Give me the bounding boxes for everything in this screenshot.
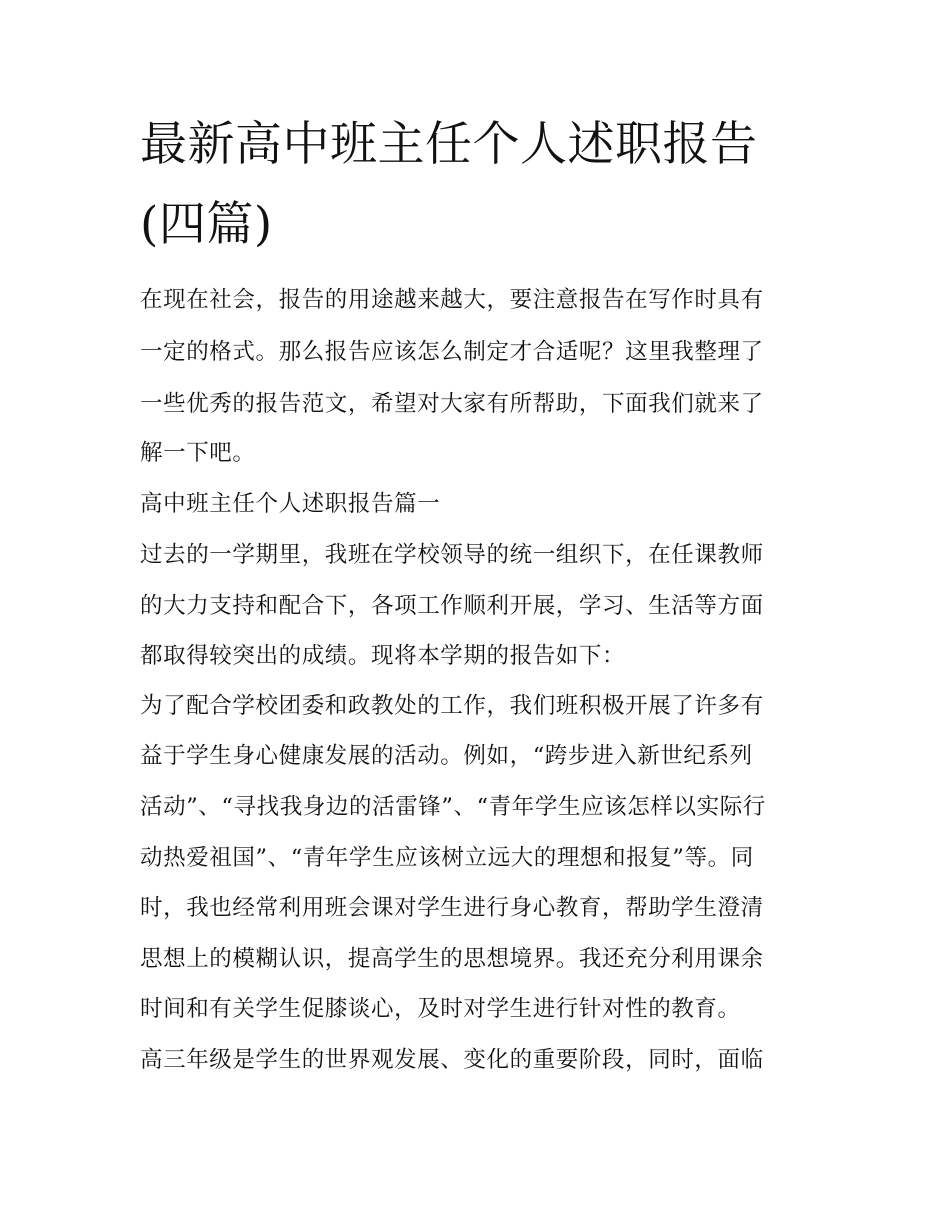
document-title-line-2: (四篇) — [140, 197, 273, 252]
paragraph2-line-7: 时间和有关学生促膝谈心，及时对学生进行针对性的教育。 — [140, 996, 741, 1022]
intro-line-1: 在现在社会，报告的用途越来越大，要注意报告在写作时具有 — [140, 287, 764, 313]
document-title-line-1: 最新高中班主任个人述职报告 — [140, 117, 758, 172]
paragraph1-line-3: 都取得较突出的成绩。现将本学期的报告如下： — [140, 643, 626, 669]
paragraph2-line-6: 思想上的模糊认识，提高学生的思想境界。我还充分利用课余 — [140, 946, 764, 972]
paragraph3-line-1: 高三年级是学生的世界观发展、变化的重要阶段，同时，面临 — [140, 1047, 764, 1073]
paragraph2-line-4: 动热爱祖国”、“青年学生应该树立远大的理想和报复”等。同 — [140, 845, 754, 871]
paragraph1-line-1: 过去的一学期里，我班在学校领导的统一组织下，在任课教师 — [140, 542, 764, 568]
intro-line-2: 一定的格式。那么报告应该怎么制定才合适呢？这里我整理了 — [140, 339, 764, 365]
paragraph2-line-5: 时，我也经常利用班会课对学生进行身心教育，帮助学生澄清 — [140, 895, 764, 921]
intro-line-4: 解一下吧。 — [140, 440, 256, 466]
section-heading: 高中班主任个人述职报告篇一 — [140, 491, 441, 517]
intro-line-3: 一些优秀的报告范文，希望对大家有所帮助，下面我们就来了 — [140, 391, 764, 417]
paragraph1-line-2: 的大力支持和配合下，各项工作顺利开展，学习、生活等方面 — [140, 593, 764, 619]
paragraph2-line-2: 益于学生身心健康发展的活动。例如，“跨步进入新世纪系列 — [140, 743, 753, 769]
paragraph2-line-3: 活动”、“寻找我身边的活雷锋”、“青年学生应该怎样以实际行 — [140, 794, 766, 820]
paragraph2-line-1: 为了配合学校团委和政教处的工作，我们班积极开展了许多有 — [140, 693, 764, 719]
